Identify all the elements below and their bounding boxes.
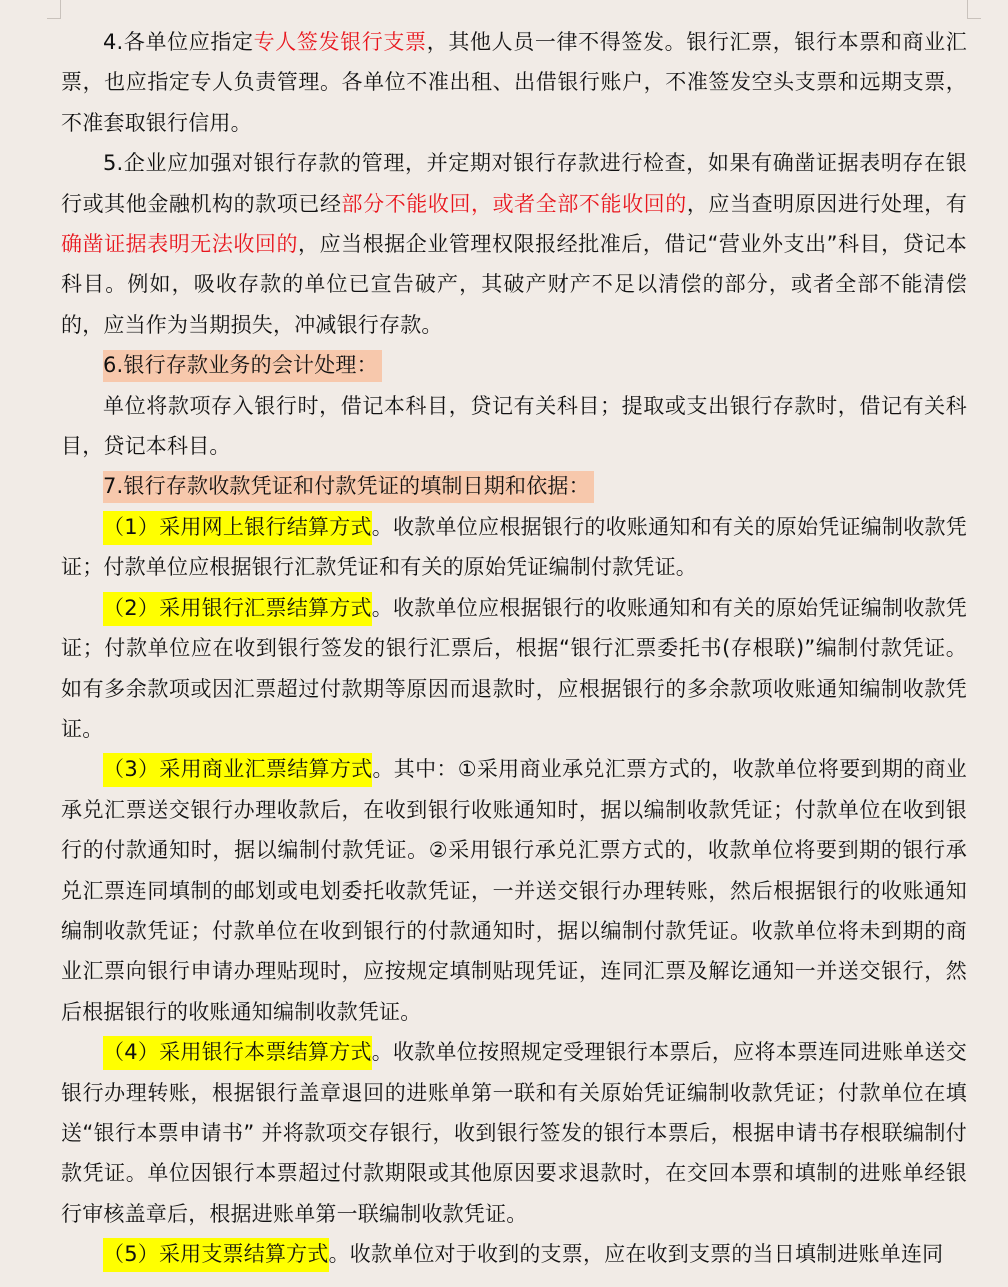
emphasis-red-text: 确凿证据表明无法收回的 xyxy=(61,232,299,257)
text-segment: 5.企业应加强对银行存款的管理，并定期对银行存款进行检查，如果有确凿证据表明存在银行或其他金融机构的款项已经 xyxy=(61,151,967,216)
highlighted-method: （5）采用支票结算方式 xyxy=(103,1238,329,1272)
paragraph-p6-body xyxy=(61,386,967,467)
paragraph-p7-1 xyxy=(61,507,967,588)
text-segment: ，应当查明原因进行处理，有 xyxy=(686,191,967,216)
text-segment: 4.各单位应指定 xyxy=(103,30,254,54)
margin-marker-left-h xyxy=(47,18,61,19)
text-segment: 。其中：①采用商业承兑汇票方式的，收款单位将要到期的商业承兑汇票送交银行办理收款后，在收到银行收账通知时，据以编制收款凭证；付款单位在收到银行的付款通知时，据以编制付款凭证。②采用银行承兑汇票方式的，收款单位将要到期的银行承兑汇票连同填制的邮划或电划委托收款凭证，一并送交银行办理转账，然后根据银行的收账通知编制收款凭证；付款单位在收到银行的付款通知时，据以编制付款凭证。收款单位将未到期的商业汇票向银行申请办理贴现时，应按规定填制贴现凭证，连同汇票及解讫通知一并送交银行，然后根据银行的收账通知编制收款凭证。 xyxy=(61,757,967,1024)
emphasis-red-text: 部分不能收回，或者全部不能收回的 xyxy=(341,191,687,216)
highlighted-method: （3）采用商业汇票结算方式 xyxy=(103,753,372,787)
paragraph-p5 xyxy=(61,143,967,345)
text-segment: ，其他人员一律不得签发。银行汇票，银行本票和商业汇票，也应指定专人负责管理。各单位不准出租、出借银行账户，不准签发空头支票和远期支票，不准套取银行信用。 xyxy=(61,30,968,135)
highlighted-method: （1）采用网上银行结算方式 xyxy=(103,511,372,545)
text-segment: 。收款单位应根据银行的收账通知和有关的原始凭证编制收款凭证；付款单位应在收到银行签发的银行汇票后，根据“银行汇票委托书(存根联)”编制付款凭证。如有多余款项或因汇票超过付款期等原因而退款时，应根据银行的多余款项收账通知编制收款凭证。 xyxy=(61,595,967,741)
document-body xyxy=(61,22,967,1275)
highlighted-method: （2）采用银行汇票结算方式 xyxy=(103,592,372,626)
text-segment: 。收款单位应根据银行的收账通知和有关的原始凭证编制收款凭证；付款单位应根据银行汇款凭证和有关的原始凭证编制付款凭证。 xyxy=(61,514,967,580)
highlighted-method: （4）采用银行本票结算方式 xyxy=(103,1036,372,1070)
text-segment: 。收款单位对于收到的支票，应在收到支票的当日填制进账单连同 xyxy=(328,1242,944,1267)
text-segment: ，应当根据企业管理权限报经批准后，借记“营业外支出”科目，贷记本科目。例如，吸收存款的单位已宣告破产，其破产财产不足以清偿的部分，或者全部不能清偿的，应当作为当期损失，冲减银行存款。 xyxy=(61,232,968,337)
margin-marker-right xyxy=(967,0,968,18)
section-heading: 7.银行存款收款凭证和付款凭证的填制日期和依据： xyxy=(103,471,594,503)
paragraph-p7-2 xyxy=(61,588,967,750)
paragraph-p7-5 xyxy=(61,1234,967,1274)
paragraph-p7-3 xyxy=(61,749,967,1032)
text-segment: 单位将款项存入银行时，借记本科目，贷记有关科目；提取或支出银行存款时，借记有关科目，贷记本科目。 xyxy=(61,393,967,459)
emphasis-red-text: 专人签发银行支票 xyxy=(253,30,427,54)
paragraph-p6-heading xyxy=(61,345,967,385)
text-segment: 。收款单位按照规定受理银行本票后，应将本票连同进账单送交银行办理转账，根据银行盖章退回的进账单第一联和有关原始凭证编制收款凭证；付款单位在填送“银行本票申请书” 并将款项交存银行，收到银行签发的银行本票后，根据申请书存根联编制付款凭证。单位因银行本票超过付款期限或其他原因要求退款时，在交回本票和填制的进账单经银行审核盖章后，根据进账单第一联编制收款凭证。 xyxy=(61,1040,967,1226)
paragraph-p7-heading xyxy=(61,466,967,506)
margin-marker-right-h xyxy=(967,18,981,19)
paragraph-p7-4 xyxy=(61,1032,967,1234)
section-heading: 6.银行存款业务的会计处理： xyxy=(103,350,382,382)
margin-marker-left xyxy=(60,0,61,18)
paragraph-p4 xyxy=(61,22,967,143)
